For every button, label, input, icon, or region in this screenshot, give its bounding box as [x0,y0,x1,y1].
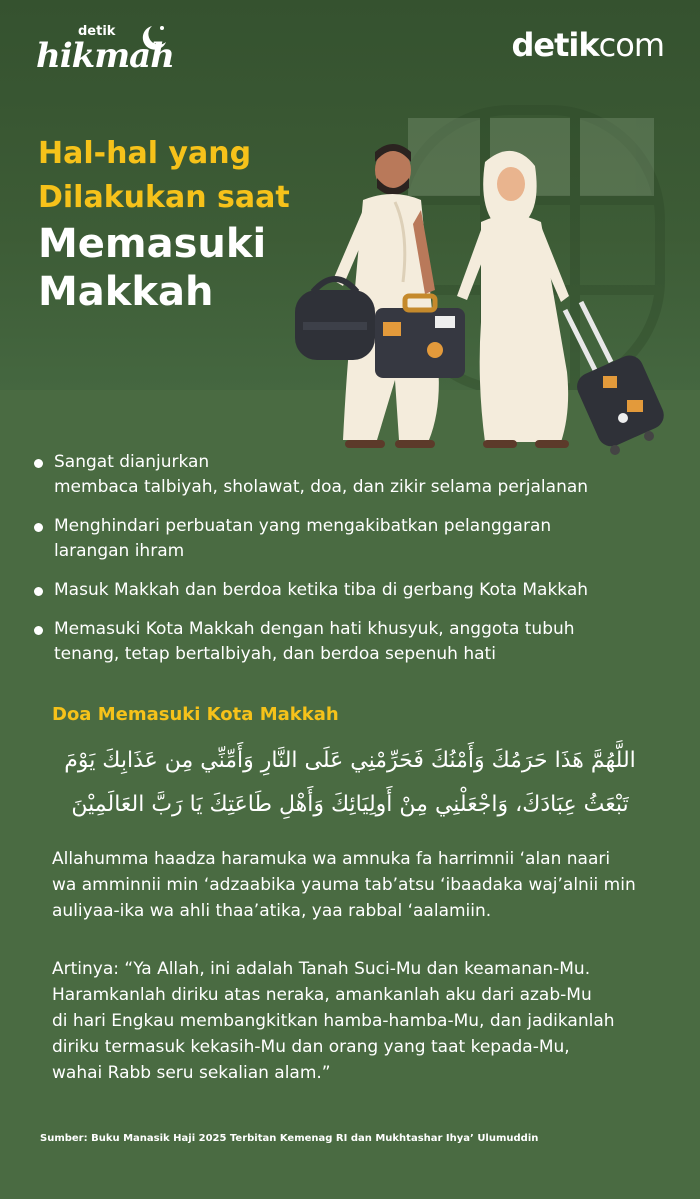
trolley-suitcase-figure [565,302,668,455]
bullet-icon [34,523,43,532]
doa-meaning: Artinya: “Ya Allah, ini adalah Tanah Suci-Mu dan keamanan-Mu. Haramkanlah diriku atas neraka, amankanlah aku dari azab-Mu di hari Engkau membangkitkan hamba-hamba-Mu, dan jadikanlah diriku termasuk kekasih-Mu dan orang yang taat kepada-Mu, wahai Rabb seru sekalian alam.” [52,959,615,1083]
hikmah-logo-small: detik [78,24,116,39]
suitcase-figure [375,296,465,378]
arabic-line-1: اللَّهُمَّ هَذَا حَرَمُكَ وَأَمْنُكَ فَحَرِّمْنِي عَلَى النَّارِ وَأَمِّنِّي مِن عَذَابِكَ يَوْمَ [64,748,636,773]
pilgrims-illustration [285,100,700,460]
list-item [34,450,674,500]
list-item [34,617,674,667]
list-item-text: Masuk Makkah dan berdoa ketika tiba di gerbang Kota Makkah [54,580,589,600]
bullet-icon [34,587,43,596]
hikmah-logo-text: hikmah [36,36,174,76]
title-line-1: Hal-hal yang [38,136,252,171]
list-item-text: Sangat dianjurkan membaca talbiyah, sholawat, doa, dan zikir selama perjalanan [54,452,589,497]
detikcom-logo [512,26,665,64]
source-credit: Sumber: Buku Manasik Haji 2025 Terbitan Kemenag RI dan Mukhtashar Ihya’ Ulumuddin [40,1133,539,1144]
list-item [34,514,674,564]
list-item [34,578,674,603]
title-line-2: Dilakukan saat [38,180,290,215]
bullet-icon [34,626,43,635]
doa-latin-transliteration: Allahumma haadza haramuka wa amnuka fa harrimnii ‘alan naari wa amminnii min ‘adzaabika yauma tab’atsu ‘ibaadaka waj’alnii min auliyaa-ika wa ahli thaa’atika, yaa rabbal ‘aalamiin. [52,849,636,921]
detikcom-logo-bold: detik [511,26,599,64]
title-line-4: Makkah [38,269,214,315]
title-line-3: Memasuki [38,221,267,267]
list-item-text: Memasuki Kota Makkah dengan hati khusyuk, anggota tubuh tenang, tetap bertalbiyah, dan berdoa sepenuh hati [54,619,575,664]
hikmah-logo [36,22,186,82]
female-pilgrim-figure [457,151,569,448]
list-item-text: Menghindari perbuatan yang mengakibatkan pelanggaran larangan ihram [54,516,552,561]
tips-list [34,450,674,681]
bullet-icon [34,459,43,468]
detikcom-logo-light: com [598,26,664,64]
doa-heading: Doa Memasuki Kota Makkah [52,704,339,725]
arabic-line-2: تَبْعَثُ عِبَادَكَ، وَاجْعَلْنِي مِنْ أَولِيَائِكَ وَأَهْلِ طَاعَتِكَ يَا رَبَّ العَالَمِيْنَ [71,792,629,817]
